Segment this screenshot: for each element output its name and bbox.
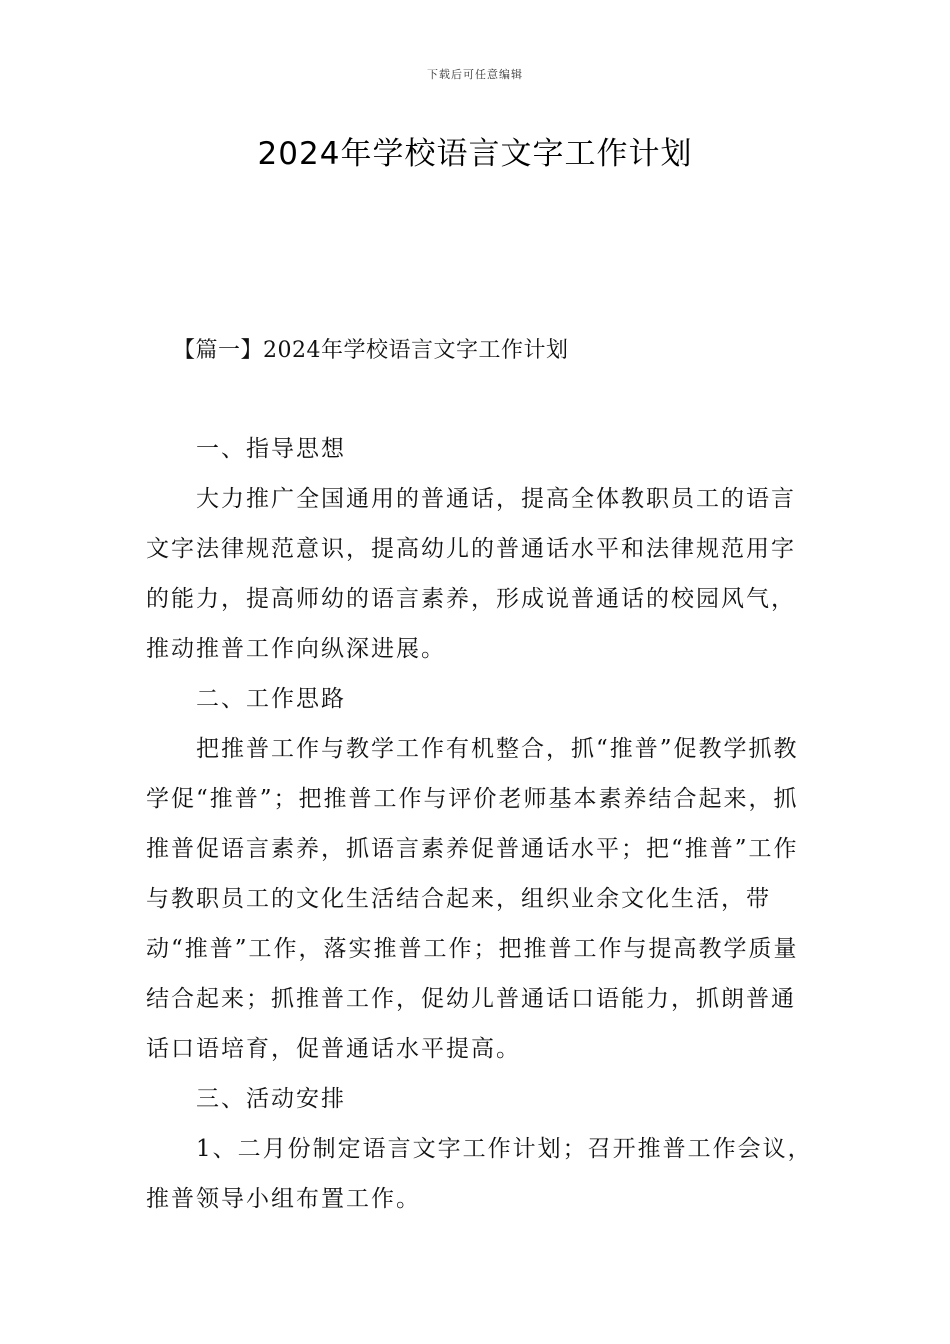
paragraph-activity-1: 1、二月份制定语言文字工作计划；召开推普工作会议，推普领导小组布置工作。 <box>146 1136 813 1212</box>
paragraph-guiding-ideology: 大力推广全国通用的普通话，提高全体教职员工的语言文字法律规范意识，提高幼儿的普通话水平和法律规范用字的能力，提高师幼的语言素养，形成说普通话的校园风气，推动推普工作向纵深进展。 <box>146 486 796 662</box>
section-title: 【篇一】2024年学校语言文字工作计划 <box>173 338 569 363</box>
document-body <box>146 424 816 1224</box>
document-title: 2024年学校语言文字工作计划 <box>257 136 693 172</box>
heading-guiding-ideology: 一、指导思想 <box>196 436 346 462</box>
header-note: 下载后可任意编辑 <box>427 68 523 81</box>
heading-activity-arrangement: 三、活动安排 <box>196 1086 346 1112</box>
paragraph-work-ideas: 把推普工作与教学工作有机整合，抓“推普”促教学抓教学促“推普”；把推普工作与评价老师基本素养结合起来，抓推普促语言素养，抓语言素养促普通话水平；把“推普”工作与教职员工的文化生活结合起来，组织业余文化生活，带动“推普”工作，落实推普工作；把推普工作与提高教学质量结合起来；抓推普工作，促幼儿普通话口语能力，抓朗普通话口语培育，促普通话水平提高。 <box>146 736 799 1062</box>
heading-work-ideas: 二、工作思路 <box>196 686 346 712</box>
